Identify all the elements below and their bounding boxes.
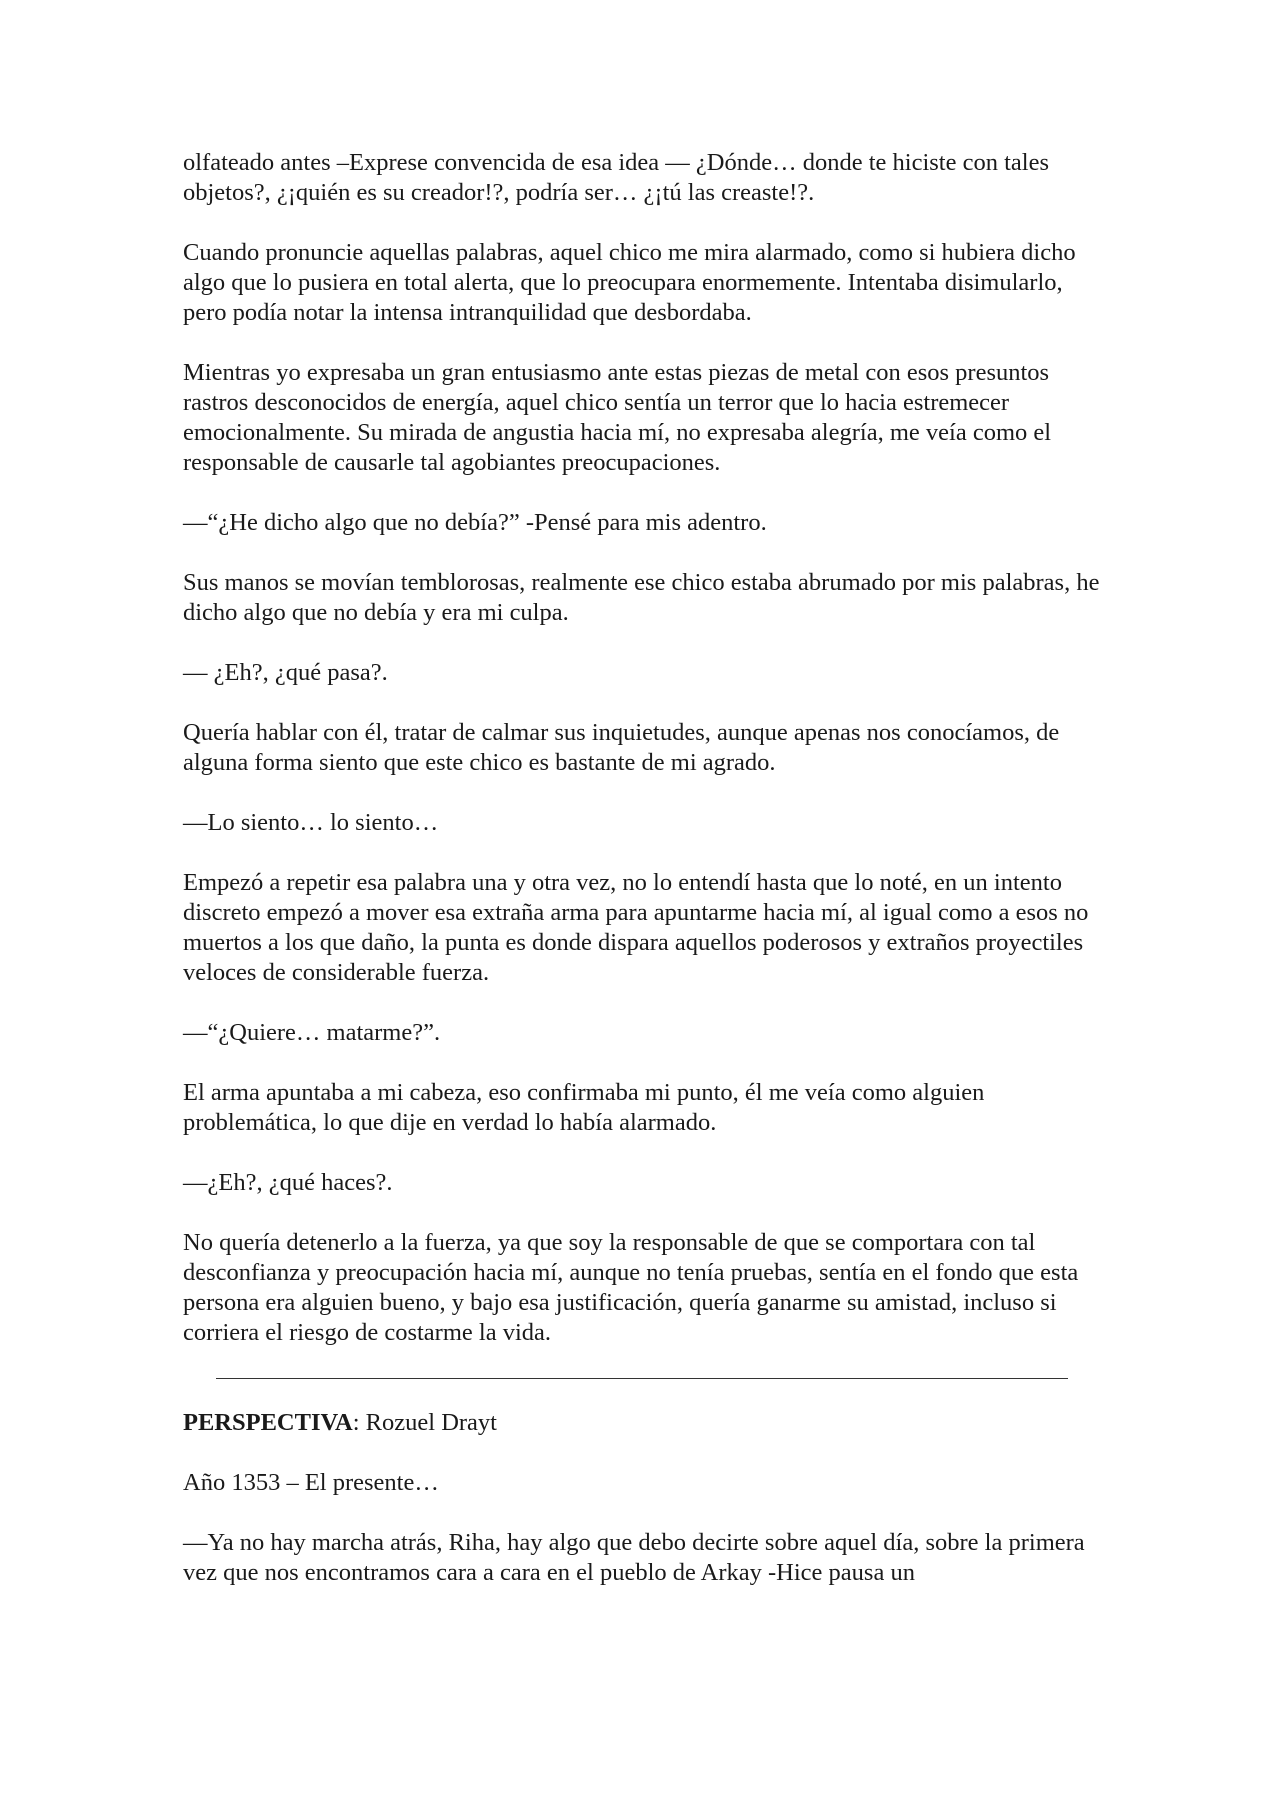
paragraph: No quería detenerlo a la fuerza, ya que soy la responsable de que se comportara con tal desconfianza y preocupación hacia mí, aunque no tenía pruebas, sentía en el fondo que esta persona era alguien bueno, y bajo esa justificación, quería ganarme su amistad, incluso si corriera el riesgo de costarme la vida. bbox=[183, 1229, 1079, 1346]
perspective-heading bbox=[183, 1408, 1108, 1438]
perspective-label: PERSPECTIVA bbox=[183, 1409, 353, 1436]
section-divider bbox=[216, 1378, 1068, 1379]
year-line: Año 1353 – El presente… bbox=[183, 1469, 439, 1496]
paragraph: Empezó a repetir esa palabra una y otra vez, no lo entendí hasta que lo noté, en un intento discreto empezó a mover esa extraña arma para apuntarme hacia mí, al igual como a esos no muertos a los que daño, la punta es donde dispara aquellos poderosos y extraños proyectiles veloces de considerable fuerza. bbox=[183, 869, 1089, 986]
paragraph: Mientras yo expresaba un gran entusiasmo ante estas piezas de metal con esos presuntos rastros desconocidos de energía, aquel chico sentía un terror que lo hacia estremecer emocionalmente. Su mirada de angustia hacia mí, no expresaba alegría, me veía como el responsable de causarle tal agobiantes preocupaciones. bbox=[183, 359, 1052, 476]
dialogue-line: —“¿He dicho algo que no debía?” -Pensé para mis adentro. bbox=[183, 509, 767, 536]
dialogue-line: — ¿Eh?, ¿qué pasa?. bbox=[183, 659, 388, 686]
document-body bbox=[183, 148, 1108, 1618]
perspective-name: : Rozuel Drayt bbox=[352, 1409, 497, 1436]
paragraph: Cuando pronuncie aquellas palabras, aquel chico me mira alarmado, como si hubiera dicho algo que lo pusiera en total alerta, que lo preocupara enormemente. Intentaba disimularlo, pero podía notar la intensa intranquilidad que desbordaba. bbox=[183, 239, 1076, 326]
paragraph: El arma apuntaba a mi cabeza, eso confirmaba mi punto, él me veía como alguien problemática, lo que dije en verdad lo había alarmado. bbox=[183, 1079, 985, 1136]
paragraph: Quería hablar con él, tratar de calmar sus inquietudes, aunque apenas nos conocíamos, de alguna forma siento que este chico es bastante de mi agrado. bbox=[183, 719, 1060, 776]
dialogue-line: —Ya no hay marcha atrás, Riha, hay algo que debo decirte sobre aquel día, sobre la primera vez que nos encontramos cara a cara en el pueblo de Arkay -Hice pausa un bbox=[183, 1529, 1085, 1586]
dialogue-line: —¿Eh?, ¿qué haces?. bbox=[183, 1169, 393, 1196]
dialogue-line: —“¿Quiere… matarme?”. bbox=[183, 1019, 441, 1046]
paragraph: Sus manos se movían temblorosas, realmente ese chico estaba abrumado por mis palabras, he dicho algo que no debía y era mi culpa. bbox=[183, 569, 1100, 626]
dialogue-line: —Lo siento… lo siento… bbox=[183, 809, 439, 836]
paragraph: olfateado antes –Exprese convencida de esa idea — ¿Dónde… donde te hiciste con tales objetos?, ¿¡quién es su creador!?, podría ser… ¿¡tú las creaste!?. bbox=[183, 149, 1050, 206]
